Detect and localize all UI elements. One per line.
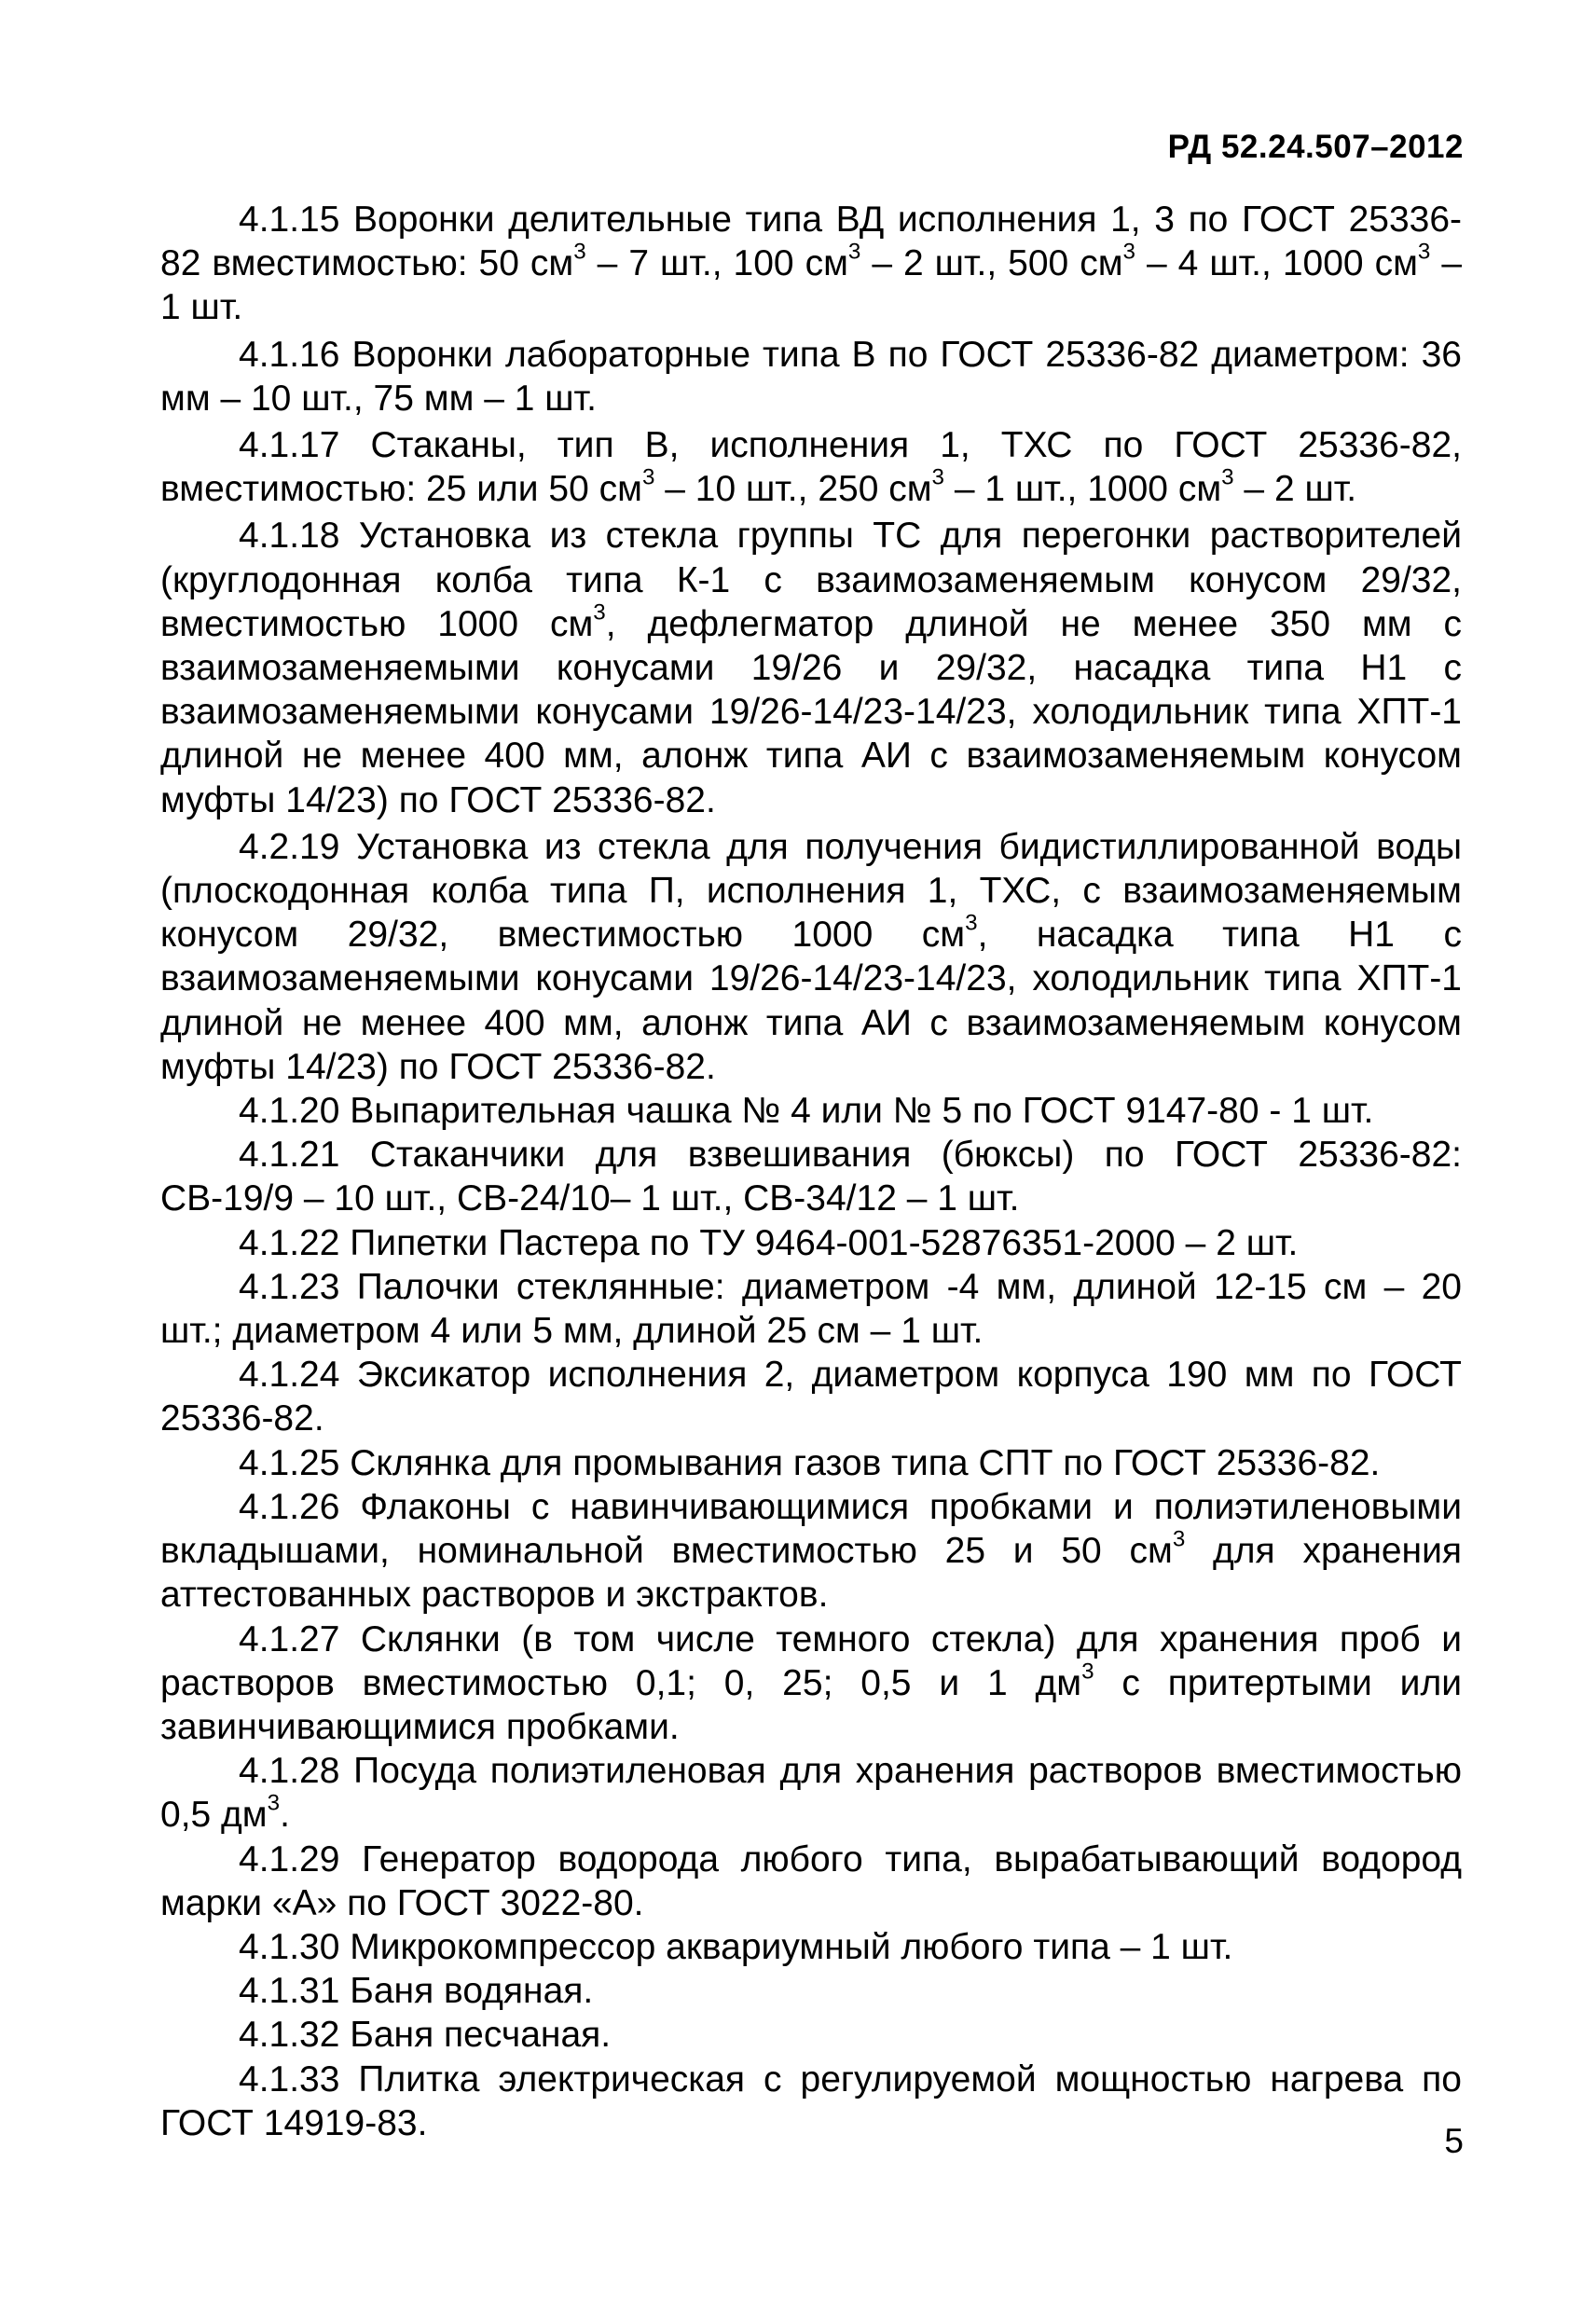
item-text: , насадка типа Н1 с взаимозаменяемыми конусами 19/26-14/23-14/23, холодильник типа ХПТ-1 длиной не менее 400 мм, алонж типа АИ с взаимозаменяемым конусом муфты 14/23) по ГОСТ 25336-82. [160, 915, 1462, 1087]
item-text: – 7 шт., 100 см [585, 243, 848, 284]
item-4-1-32 [160, 2013, 1462, 2057]
item-text: 4.1.27 Склянки (в том числе темного стекла) для хранения проб и растворов вместимостью 0,1; 0, 25; 0,5 и 1 дм [160, 1618, 1462, 1703]
page-number: 5 [1444, 2122, 1464, 2160]
superscript: 3 [1122, 239, 1135, 265]
item-4-1-28 [160, 1749, 1462, 1837]
superscript: 3 [573, 239, 586, 265]
superscript: 3 [1221, 464, 1234, 490]
item-text: – 1 шт. [160, 243, 1463, 328]
item-text: 4.1.29 Генератор водорода любого типа, вырабатывающий водород марки «А» по ГОСТ 3022-80. [160, 1838, 1462, 1923]
superscript: 3 [847, 239, 861, 265]
item-text: 4.1.21 Стаканчики для взвешивания (бюксы) по ГОСТ 25336-82: СВ-19/9 – 10 шт., СВ-24/10– 1 шт., СВ-34/12 – 1 шт. [160, 1135, 1462, 1219]
document-body [160, 198, 1462, 2145]
item-4-1-22 [160, 1221, 1462, 1265]
item-text: 4.1.32 Баня песчаная. [239, 2015, 612, 2056]
item-4-1-29 [160, 1838, 1462, 1925]
item-4-1-33 [160, 2058, 1462, 2145]
item-4-1-20 [160, 1089, 1462, 1133]
item-text: 4.2.19 Установка из стекла для получения бидистиллированной воды (плоскодонная колба типа П, исполнения 1, ТХС, с взаимозаменяемым конусом 29/32, вместимостью 1000 см [160, 826, 1462, 956]
item-text: – 2 шт., 500 см [860, 243, 1123, 284]
item-text: 4.1.15 Воронки делительные типа ВД исполнения 1, 3 по ГОСТ 25336-82 вместимостью: 50 см [160, 200, 1462, 284]
item-text: 4.1.24 Эксикатор исполнения 2, диаметром корпуса 190 мм по ГОСТ 25336-82. [160, 1355, 1462, 1439]
item-4-1-31 [160, 1969, 1462, 2013]
superscript: 3 [267, 1790, 281, 1816]
item-4-1-17 [160, 423, 1462, 511]
superscript: 3 [965, 910, 978, 936]
item-4-1-30 [160, 1925, 1462, 1969]
superscript: 3 [593, 599, 606, 626]
item-4-1-21 [160, 1133, 1462, 1220]
item-text: 4.1.28 Посуда полиэтиленовая для хранения растворов вместимостью 0,5 дм [160, 1751, 1462, 1836]
item-text: 4.1.25 Склянка для промывания газов типа СПТ по ГОСТ 25336-82. [239, 1442, 1381, 1483]
item-text: 4.1.22 Пипетки Пастера по ТУ 9464-001-52876351-2000 – 2 шт. [239, 1222, 1299, 1263]
item-text: . [280, 1795, 290, 1836]
item-text: 4.1.18 Установка из стекла группы ТС для перегонки растворителей (круглодонная колба типа К-1 с взаимозаменяемым конусом 29/32, вместимостью 1000 см [160, 516, 1462, 644]
item-text: 4.1.20 Выпарительная чашка № 4 или № 5 по ГОСТ 9147-80 - 1 шт. [239, 1091, 1374, 1132]
item-4-2-19 [160, 825, 1462, 1089]
item-4-1-26 [160, 1485, 1462, 1618]
superscript: 3 [1172, 1526, 1186, 1552]
item-text: , дефлегматор длиной не менее 350 мм с взаимозаменяемыми конусами 19/26 и 29/32, насадка типа Н1 с взаимозаменяемыми конусами 19/26-14/23-14/23, холодильник типа ХПТ-1 длиной не менее 400 мм, алонж типа АИ с взаимозаменяемым конусом муфты 14/23) по ГОСТ 25336-82. [160, 603, 1463, 820]
item-text: 4.1.33 Плитка электрическая с регулируемой мощностью нагрева по ГОСТ 14919-83. [160, 2058, 1462, 2143]
item-text: 4.1.31 Баня водяная. [239, 1971, 594, 2012]
item-text: – 1 шт., 1000 см [944, 469, 1222, 510]
superscript: 3 [641, 464, 655, 490]
item-4-1-23 [160, 1265, 1462, 1353]
superscript: 3 [1417, 239, 1431, 265]
item-text: 4.1.23 Палочки стеклянные: диаметром -4 мм, длиной 12-15 см – 20 шт.; диаметром 4 или 5 мм, длиной 25 см – 1 шт. [160, 1266, 1462, 1352]
document-code: РД 52.24.507–2012 [1167, 129, 1464, 165]
item-text: 4.1.30 Микрокомпрессор аквариумный любого типа – 1 шт. [239, 1926, 1233, 1967]
superscript: 3 [1081, 1659, 1094, 1685]
item-text: – 2 шт. [1233, 469, 1357, 510]
item-text: для хранения аттестованных растворов и экстрактов. [160, 1531, 1462, 1616]
item-4-1-15 [160, 198, 1462, 330]
superscript: 3 [931, 464, 944, 490]
item-text: – 10 шт., 250 см [654, 469, 932, 510]
item-text: 4.1.16 Воронки лабораторные типа В по ГОСТ 25336-82 диаметром: 36 мм – 10 шт., 75 мм – 1 шт. [160, 334, 1462, 419]
item-text: 4.1.26 Флаконы с навинчивающимися пробками и полиэтиленовыми вкладышами, номинальной вместимостью 25 и 50 см [160, 1486, 1462, 1572]
item-4-1-24 [160, 1353, 1462, 1440]
item-4-1-16 [160, 333, 1462, 420]
item-4-1-25 [160, 1441, 1462, 1485]
item-text: 4.1.17 Стаканы, тип В, исполнения 1, ТХС по ГОСТ 25336-82, вместимостью: 25 или 50 см [160, 425, 1462, 510]
item-4-1-18 [160, 514, 1462, 821]
item-text: с притертыми или завинчивающимися пробками. [160, 1662, 1462, 1747]
item-4-1-27 [160, 1618, 1462, 1750]
item-text: – 4 шт., 1000 см [1135, 243, 1418, 284]
